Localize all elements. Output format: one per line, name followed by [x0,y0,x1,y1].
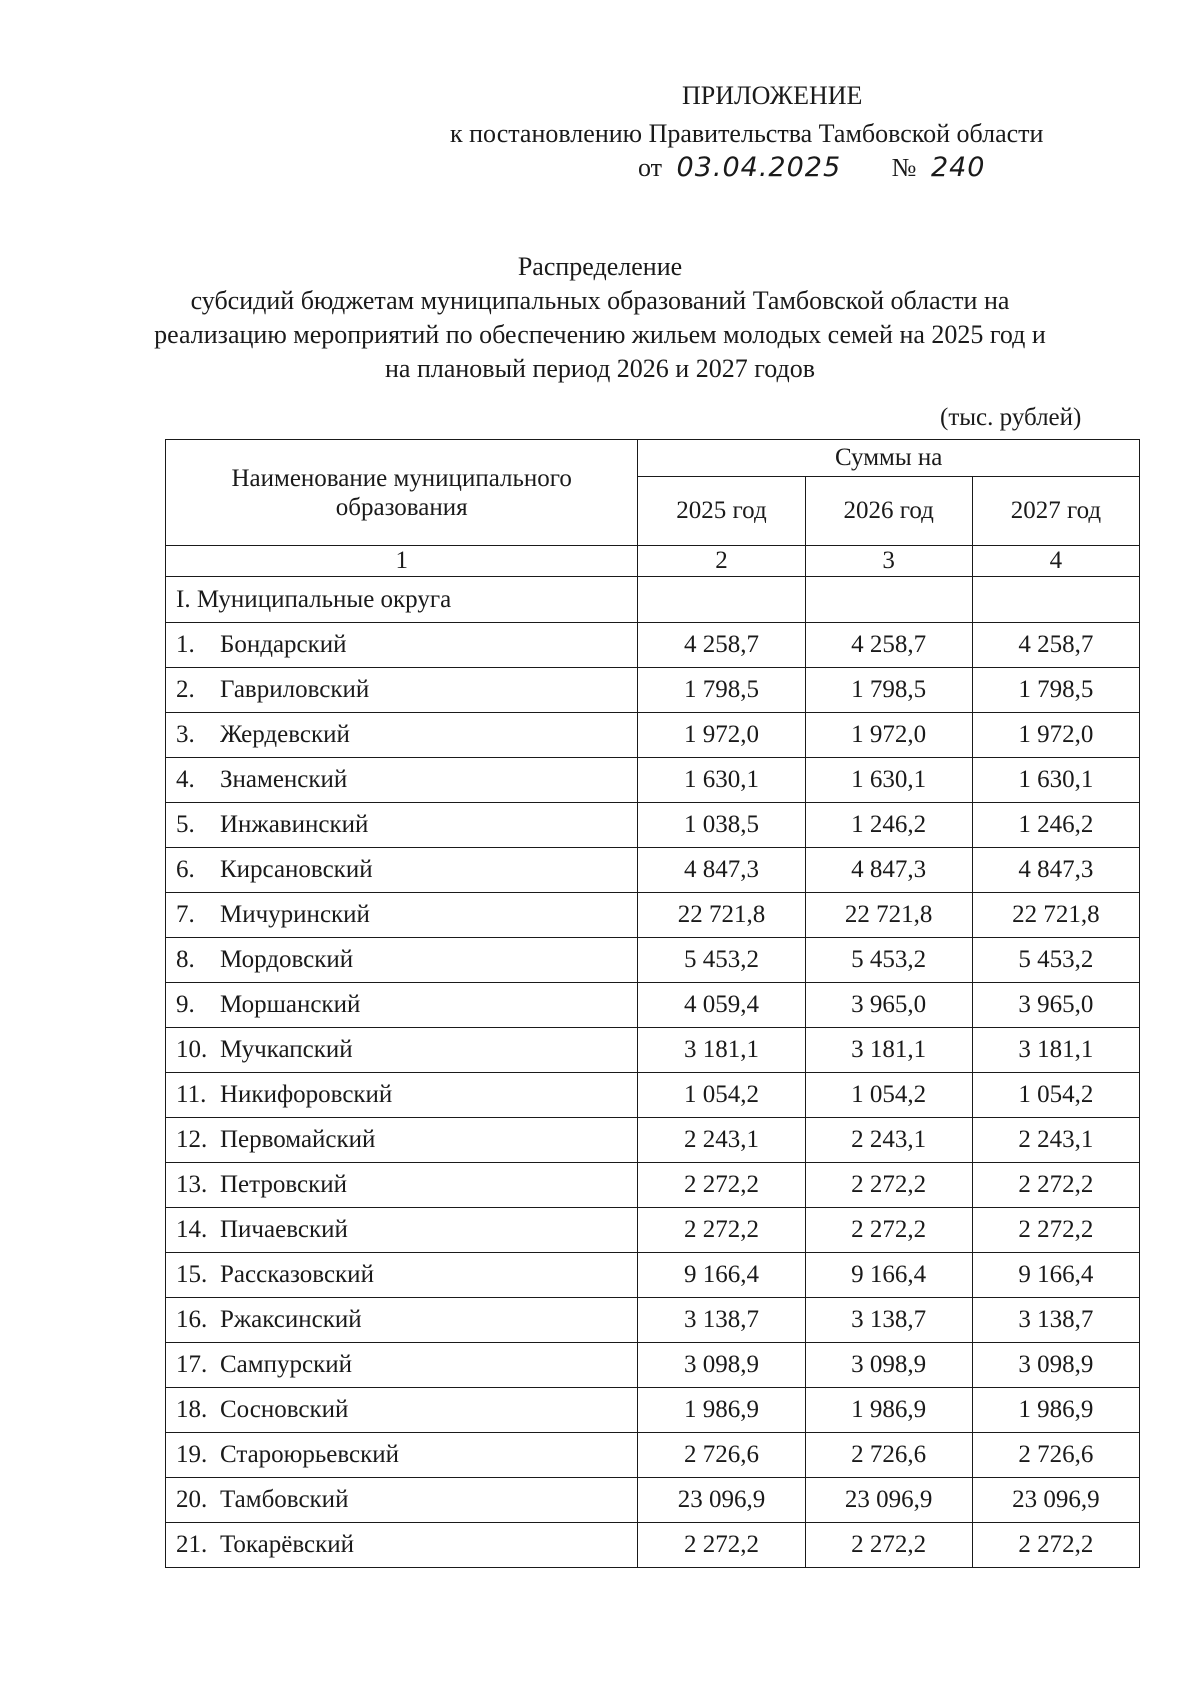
municipality-name-cell [166,1298,638,1343]
amount-2025: 2 726,6 [638,1433,805,1478]
amount-2025: 1 972,0 [638,713,805,758]
amount-2025: 2 272,2 [638,1523,805,1568]
table-row [166,1118,1140,1163]
amount-2026: 2 272,2 [805,1208,972,1253]
amount-2027: 22 721,8 [972,893,1139,938]
municipality-name-cell [166,938,638,983]
row-index: 14. [176,1216,208,1243]
amount-2027: 2 272,2 [972,1208,1139,1253]
municipality-name: Мучкапский [220,1036,353,1063]
amount-2026: 1 972,0 [805,713,972,758]
row-index: 13. [176,1171,208,1198]
table-row [166,1073,1140,1118]
amount-2026: 4 847,3 [805,848,972,893]
amount-2025: 2 272,2 [638,1163,805,1208]
number-sign: № [891,153,917,182]
amount-2025: 4 059,4 [638,983,805,1028]
row-index: 12. [176,1126,208,1153]
column-number: 2 [638,546,805,577]
municipality-name: Сампурский [220,1351,352,1378]
amount-2025: 1 798,5 [638,668,805,713]
amount-2026: 1 798,5 [805,668,972,713]
amount-2025: 2 243,1 [638,1118,805,1163]
amount-2027: 2 243,1 [972,1118,1139,1163]
amount-2025: 3 181,1 [638,1028,805,1073]
table-row [166,1343,1140,1388]
municipality-name-cell [166,1118,638,1163]
row-index: 7. [176,901,195,928]
amount-2026: 23 096,9 [805,1478,972,1523]
municipality-name-cell [166,1478,638,1523]
municipality-name: Кирсановский [220,856,373,883]
row-index: 18. [176,1396,208,1423]
municipality-name-cell [166,1028,638,1073]
municipality-name: Знаменский [220,766,348,793]
row-index: 1. [176,631,195,658]
appendix-subtitle: к постановлению Правительства Тамбовской области [450,119,1044,148]
municipality-name-cell [166,713,638,758]
row-index: 19. [176,1441,208,1468]
amount-2027: 1 630,1 [972,758,1139,803]
table-row [166,893,1140,938]
document-heading [150,250,1050,386]
amount-2027: 1 972,0 [972,713,1139,758]
amount-2027: 1 986,9 [972,1388,1139,1433]
municipality-name-cell [166,1208,638,1253]
table-row [166,1208,1140,1253]
row-index: 3. [176,721,195,748]
column-number: 4 [972,546,1139,577]
municipality-name: Пичаевский [220,1216,348,1243]
amount-2025: 4 847,3 [638,848,805,893]
row-index: 11. [176,1081,207,1108]
table-row [166,938,1140,983]
appendix-title: ПРИЛОЖЕНИЕ [682,81,863,110]
column-number: 1 [166,546,638,577]
row-index: 5. [176,811,195,838]
heading-description: субсидий бюджетам муниципальных образований Тамбовской области на реализацию мероприятий по обеспечению жильем молодых семей на 2025 год и на плановый период 2026 и 2027 годов [154,286,1046,383]
amount-2025: 3 098,9 [638,1343,805,1388]
table-row [166,758,1140,803]
row-index: 10. [176,1036,208,1063]
amount-2026: 3 138,7 [805,1298,972,1343]
municipality-name: Мичуринский [220,901,370,928]
section-row [166,577,1140,623]
table-row [166,1433,1140,1478]
municipality-name-cell [166,848,638,893]
handwritten-date: 03.04.2025 [676,152,842,183]
row-index: 20. [176,1486,208,1513]
municipality-name: Староюрьевский [220,1441,400,1468]
amount-2026: 1 630,1 [805,758,972,803]
table-row [166,848,1140,893]
row-index: 15. [176,1261,208,1288]
municipality-name: Моршанский [220,991,361,1018]
handwritten-number: 240 [930,152,986,183]
table-row [166,668,1140,713]
municipality-name-cell [166,1073,638,1118]
heading-title: Распределение [517,252,683,281]
row-index: 8. [176,946,195,973]
table-row [166,1298,1140,1343]
amount-2027: 9 166,4 [972,1253,1139,1298]
municipality-name-cell [166,893,638,938]
amount-2027: 23 096,9 [972,1478,1139,1523]
amount-2026: 2 272,2 [805,1163,972,1208]
amount-2027: 2 726,6 [972,1433,1139,1478]
column-number-row [166,546,1140,577]
table-row [166,1523,1140,1568]
from-label: от [638,153,663,182]
municipality-name: Никифоровский [220,1081,393,1108]
municipality-name-cell [166,1163,638,1208]
amount-2027: 5 453,2 [972,938,1139,983]
table-row [166,1478,1140,1523]
units-note: (тыс. рублей) [940,404,1082,431]
header-row [166,440,1140,477]
row-index: 6. [176,856,195,883]
amount-2025: 2 272,2 [638,1208,805,1253]
empty-cell [972,577,1139,623]
amount-2025: 3 138,7 [638,1298,805,1343]
column-number: 3 [805,546,972,577]
amount-2027: 1 798,5 [972,668,1139,713]
amount-2025: 1 986,9 [638,1388,805,1433]
municipality-name: Рассказовский [220,1261,374,1288]
municipality-name: Первомайский [220,1126,376,1153]
amount-2026: 2 272,2 [805,1523,972,1568]
appendix-date-line [638,152,985,184]
municipality-name-cell [166,668,638,713]
amount-2025: 5 453,2 [638,938,805,983]
municipality-name-cell [166,758,638,803]
amount-2025: 23 096,9 [638,1478,805,1523]
municipality-name: Жердевский [220,721,350,748]
empty-cell [638,577,805,623]
row-index: 2. [176,676,195,703]
amount-2026: 5 453,2 [805,938,972,983]
municipality-name-cell [166,1523,638,1568]
municipality-name-cell [166,623,638,668]
table-row [166,623,1140,668]
amount-2026: 1 054,2 [805,1073,972,1118]
amount-2026: 2 726,6 [805,1433,972,1478]
amount-2026: 4 258,7 [805,623,972,668]
row-index: 9. [176,991,195,1018]
municipality-name-cell [166,803,638,848]
municipality-name-cell [166,983,638,1028]
municipality-name-cell [166,1433,638,1478]
municipality-name: Бондарский [220,631,347,658]
amount-2027: 2 272,2 [972,1163,1139,1208]
municipality-name: Петровский [220,1171,348,1198]
municipality-name: Мордовский [220,946,354,973]
amount-2027: 3 098,9 [972,1343,1139,1388]
municipality-name: Тамбовский [220,1486,349,1513]
amount-2027: 3 965,0 [972,983,1139,1028]
sums-header: Суммы на [638,440,1140,477]
row-index: 16. [176,1306,208,1333]
amount-2025: 1 054,2 [638,1073,805,1118]
amount-2025: 22 721,8 [638,893,805,938]
table-row [166,803,1140,848]
table-row [166,1253,1140,1298]
row-index: 21. [176,1531,208,1558]
amount-2026: 3 181,1 [805,1028,972,1073]
municipality-name-cell [166,1388,638,1433]
amount-2027: 1 054,2 [972,1073,1139,1118]
municipality-name: Гавриловский [220,676,370,703]
amount-2027: 2 272,2 [972,1523,1139,1568]
table-row [166,1163,1140,1208]
amount-2027: 4 258,7 [972,623,1139,668]
amount-2025: 1 038,5 [638,803,805,848]
amount-2026: 3 965,0 [805,983,972,1028]
municipality-name-cell [166,1343,638,1388]
municipality-name: Токарёвский [220,1531,355,1558]
year-header-2025: 2025 год [638,477,805,546]
row-index: 17. [176,1351,208,1378]
amount-2026: 9 166,4 [805,1253,972,1298]
amount-2026: 3 098,9 [805,1343,972,1388]
name-column-header: Наименование муниципального образования [166,440,638,546]
empty-cell [805,577,972,623]
year-header-2026: 2026 год [805,477,972,546]
amount-2027: 4 847,3 [972,848,1139,893]
amount-2026: 1 246,2 [805,803,972,848]
amount-2027: 3 181,1 [972,1028,1139,1073]
table-row [166,983,1140,1028]
row-index: 4. [176,766,195,793]
table-row [166,713,1140,758]
subsidy-table [165,439,1140,1568]
year-header-2027: 2027 год [972,477,1139,546]
amount-2025: 4 258,7 [638,623,805,668]
table-row [166,1388,1140,1433]
amount-2026: 22 721,8 [805,893,972,938]
municipality-name-cell [166,1253,638,1298]
amount-2025: 1 630,1 [638,758,805,803]
section-title: I. Муниципальные округа [166,577,638,623]
table-row [166,1028,1140,1073]
amount-2027: 1 246,2 [972,803,1139,848]
municipality-name: Ржаксинский [220,1306,362,1333]
municipality-name: Инжавинский [220,811,369,838]
amount-2027: 3 138,7 [972,1298,1139,1343]
amount-2025: 9 166,4 [638,1253,805,1298]
amount-2026: 1 986,9 [805,1388,972,1433]
amount-2026: 2 243,1 [805,1118,972,1163]
municipality-name: Сосновский [220,1396,349,1423]
